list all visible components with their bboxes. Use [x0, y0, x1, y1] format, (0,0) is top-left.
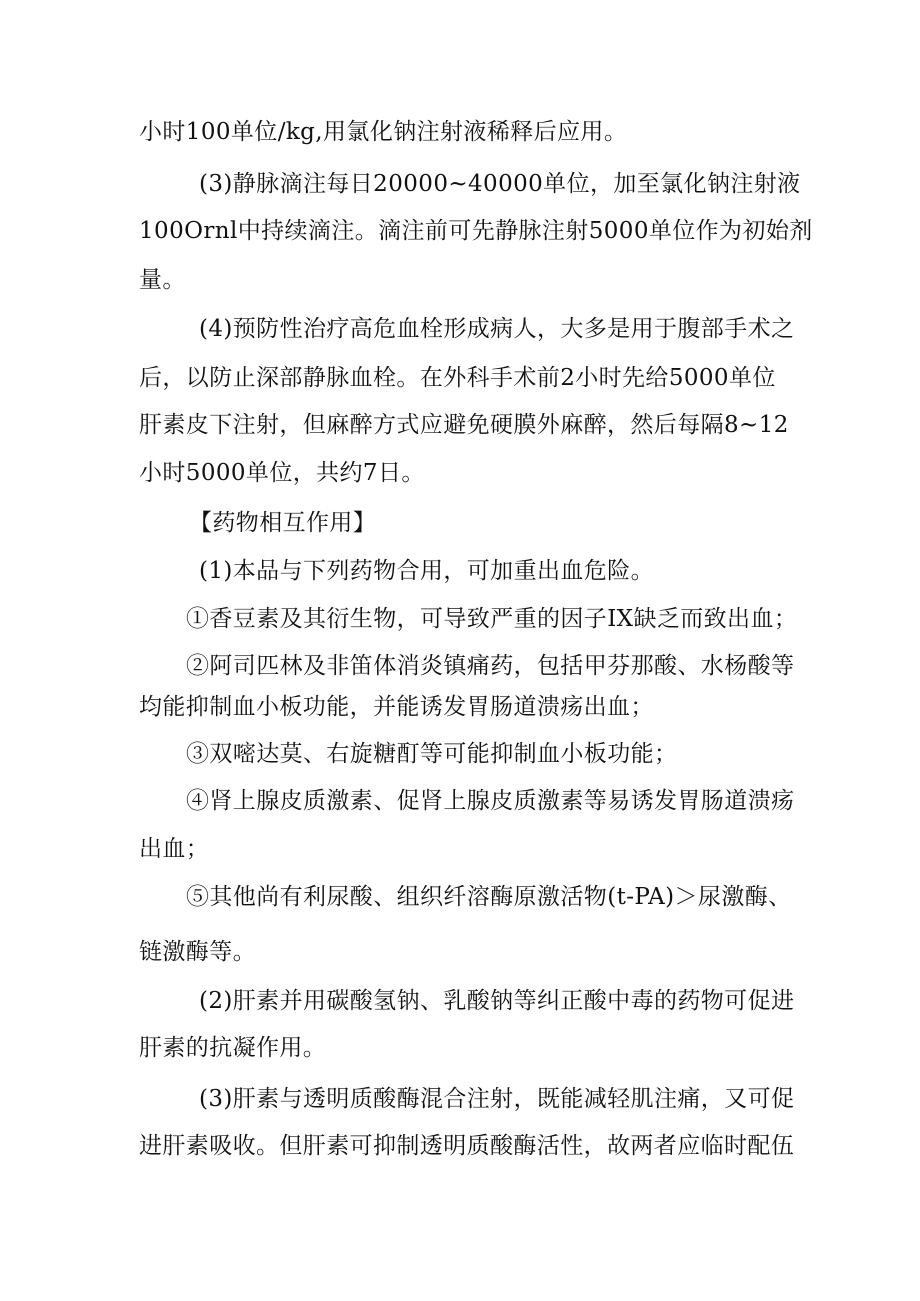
text-line: ①香豆素及其衍生物，可导致严重的因子IX缺乏而致出血；	[186, 606, 798, 632]
text-line: 肝素皮下注射，但麻醉方式应避免硬膜外麻醉，然后每隔8~12	[139, 412, 789, 438]
text-line: (3)静脉滴注每日20000~40000单位，加至氯化钠注射液	[199, 171, 801, 197]
text-line: 小时100单位/kg,用氯化钠注射液稀释后应用。	[139, 119, 628, 145]
text-line: 100Ornl中持续滴注。滴注前可先静脉注射5000单位作为初始剂	[139, 218, 813, 244]
text-line: (1)本品与下列药物合用，可加重出血危险。	[199, 558, 654, 584]
text-line: ②阿司匹林及非笛体消炎镇痛药，包括甲芬那酸、水杨酸等	[186, 653, 795, 679]
text-line: ④肾上腺皮质激素、促肾上腺皮质激素等易诱发胃肠道溃疡	[186, 788, 795, 814]
text-line: 均能抑制血小板功能，并能诱发胃肠道溃疡出血；	[139, 694, 654, 720]
text-line: 量。	[139, 267, 186, 293]
text-line: 出血；	[139, 836, 210, 862]
text-line: (3)肝素与透明质酸酶混合注射，既能减轻肌注痛，又可促	[199, 1086, 795, 1112]
text-line: 后，以防止深部静脉血栓。在外科手术前2小时先给5000单位	[139, 365, 776, 391]
text-line: 链激酶等。	[139, 939, 256, 965]
text-line: 小时5000单位，共约7日。	[139, 460, 425, 486]
text-line: (2)肝素并用碳酸氢钠、乳酸钠等纠正酸中毒的药物可促进	[199, 988, 795, 1014]
text-line: ⑤其他尚有利尿酸、组织纤溶酶原激活物(t-PA)＞尿激酶、	[186, 884, 792, 910]
text-line: 进肝素吸收。但肝素可抑制透明质酸酶活性，故两者应临时配伍	[139, 1133, 795, 1159]
text-line: 肝素的抗凝作用。	[139, 1035, 327, 1061]
section-heading: 【药物相互作用】	[189, 510, 377, 536]
text-line: (4)预防性治疗高危血栓形成病人，大多是用于腹部手术之	[199, 316, 795, 342]
text-line: ③双嘧达莫、右旋糖酊等可能抑制血小板功能；	[186, 741, 678, 767]
